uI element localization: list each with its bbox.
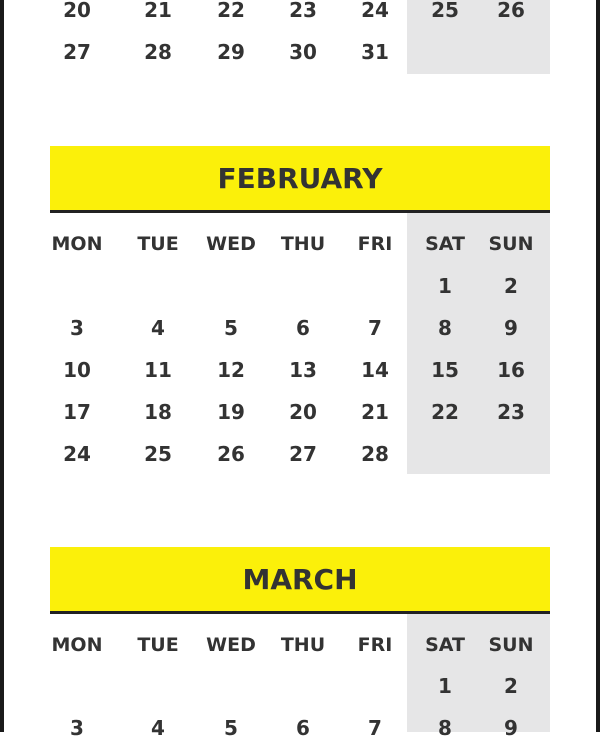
day-cell-february-11: 11 <box>144 358 172 382</box>
weekday-header-february-tue: TUE <box>137 233 179 255</box>
month-title-february: FEBRUARY <box>50 146 550 213</box>
weekday-header-march-sat: SAT <box>425 634 465 656</box>
day-cell-march-9: 9 <box>504 716 518 740</box>
day-cell-march-5: 5 <box>224 716 238 740</box>
day-cell-february-2: 2 <box>504 274 518 298</box>
day-cell-february-27: 27 <box>289 442 317 466</box>
day-cell-february-10: 10 <box>63 358 91 382</box>
weekday-header-march-tue: TUE <box>137 634 179 656</box>
weekday-header-march-thu: THU <box>280 634 326 656</box>
weekday-header-march-mon: MON <box>51 634 103 656</box>
day-cell-january_tail-21: 21 <box>144 0 172 22</box>
day-cell-february-13: 13 <box>289 358 317 382</box>
weekday-header-february-sat: SAT <box>425 233 465 255</box>
day-cell-january_tail-20: 20 <box>63 0 91 22</box>
day-cell-january_tail-31: 31 <box>361 40 389 64</box>
weekday-header-february-fri: FRI <box>357 233 393 255</box>
day-cell-february-4: 4 <box>151 316 165 340</box>
weekday-header-march-wed: WED <box>206 634 256 656</box>
day-cell-february-1: 1 <box>438 274 452 298</box>
day-cell-february-23: 23 <box>497 400 525 424</box>
day-cell-february-9: 9 <box>504 316 518 340</box>
day-cell-february-15: 15 <box>431 358 459 382</box>
day-cell-march-6: 6 <box>296 716 310 740</box>
day-cell-february-26: 26 <box>217 442 245 466</box>
page-frame-right <box>596 0 600 732</box>
day-cell-january_tail-25: 25 <box>431 0 459 22</box>
day-cell-february-28: 28 <box>361 442 389 466</box>
march-weekend-shading <box>407 614 550 732</box>
weekday-header-february-sun: SUN <box>488 233 534 255</box>
day-cell-february-7: 7 <box>368 316 382 340</box>
day-cell-january_tail-28: 28 <box>144 40 172 64</box>
day-cell-february-24: 24 <box>63 442 91 466</box>
day-cell-march-4: 4 <box>151 716 165 740</box>
page-frame-left <box>0 0 4 732</box>
day-cell-march-1: 1 <box>438 674 452 698</box>
weekday-header-february-wed: WED <box>206 233 256 255</box>
weekday-header-february-thu: THU <box>280 233 326 255</box>
weekday-header-february-mon: MON <box>51 233 103 255</box>
day-cell-february-5: 5 <box>224 316 238 340</box>
day-cell-january_tail-27: 27 <box>63 40 91 64</box>
day-cell-march-3: 3 <box>70 716 84 740</box>
day-cell-january_tail-29: 29 <box>217 40 245 64</box>
day-cell-february-17: 17 <box>63 400 91 424</box>
day-cell-february-12: 12 <box>217 358 245 382</box>
day-cell-february-6: 6 <box>296 316 310 340</box>
day-cell-february-22: 22 <box>431 400 459 424</box>
day-cell-february-8: 8 <box>438 316 452 340</box>
day-cell-january_tail-23: 23 <box>289 0 317 22</box>
day-cell-february-20: 20 <box>289 400 317 424</box>
weekday-header-march-sun: SUN <box>488 634 534 656</box>
day-cell-february-16: 16 <box>497 358 525 382</box>
day-cell-march-7: 7 <box>368 716 382 740</box>
month-title-march: MARCH <box>50 547 550 614</box>
weekday-header-march-fri: FRI <box>357 634 393 656</box>
day-cell-january_tail-22: 22 <box>217 0 245 22</box>
day-cell-february-19: 19 <box>217 400 245 424</box>
day-cell-january_tail-30: 30 <box>289 40 317 64</box>
day-cell-february-25: 25 <box>144 442 172 466</box>
day-cell-february-14: 14 <box>361 358 389 382</box>
day-cell-january_tail-24: 24 <box>361 0 389 22</box>
day-cell-february-21: 21 <box>361 400 389 424</box>
day-cell-january_tail-26: 26 <box>497 0 525 22</box>
day-cell-march-8: 8 <box>438 716 452 740</box>
day-cell-february-3: 3 <box>70 316 84 340</box>
day-cell-february-18: 18 <box>144 400 172 424</box>
day-cell-march-2: 2 <box>504 674 518 698</box>
